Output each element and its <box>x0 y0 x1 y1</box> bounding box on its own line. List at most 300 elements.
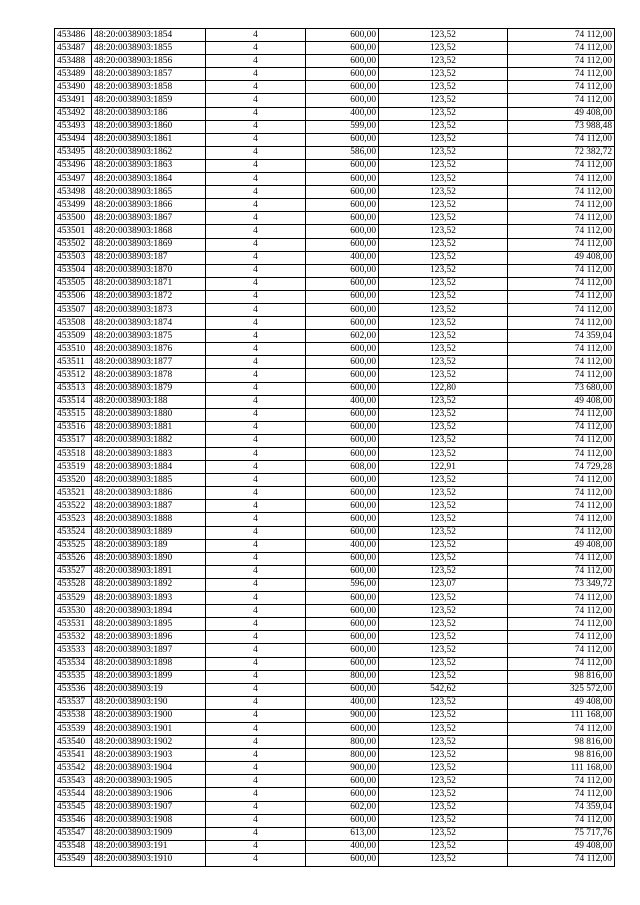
row-id-cell: 453496 <box>55 159 92 172</box>
area-cell: 600,00 <box>306 186 379 199</box>
category-cell: 4 <box>206 382 306 395</box>
cadastral-number-cell: 48:20:0038903:1866 <box>92 199 206 212</box>
cadastral-value-cell: 74 112,00 <box>508 644 615 657</box>
area-cell: 600,00 <box>306 644 379 657</box>
category-cell: 4 <box>206 186 306 199</box>
cadastral-value-cell: 74 112,00 <box>508 448 615 461</box>
cadastral-value-cell: 74 112,00 <box>508 317 615 330</box>
category-cell: 4 <box>206 840 306 853</box>
category-cell: 4 <box>206 173 306 186</box>
cadastral-number-cell: 48:20:0038903:1909 <box>92 827 206 840</box>
row-id-cell: 453503 <box>55 251 92 264</box>
cadastral-value-cell: 74 112,00 <box>508 277 615 290</box>
row-id-cell: 453501 <box>55 225 92 238</box>
cadastral-number-cell: 48:20:0038903:1884 <box>92 461 206 474</box>
specific-value-cell: 123,52 <box>379 644 508 657</box>
row-id-cell: 453504 <box>55 264 92 277</box>
specific-value-cell: 123,52 <box>379 434 508 447</box>
table-row <box>55 199 615 212</box>
table-row <box>55 303 615 316</box>
cadastral-value-cell: 74 112,00 <box>508 434 615 447</box>
specific-value-cell: 123,52 <box>379 814 508 827</box>
table-row <box>55 801 615 814</box>
category-cell: 4 <box>206 212 306 225</box>
table-row <box>55 552 615 565</box>
specific-value-cell: 123,52 <box>379 853 508 866</box>
specific-value-cell: 123,52 <box>379 120 508 133</box>
cadastral-value-cell: 74 112,00 <box>508 788 615 801</box>
category-cell: 4 <box>206 120 306 133</box>
row-id-cell: 453530 <box>55 605 92 618</box>
category-cell: 4 <box>206 526 306 539</box>
area-cell: 600,00 <box>306 853 379 866</box>
table-row <box>55 722 615 735</box>
table-row <box>55 55 615 68</box>
table-row <box>55 290 615 303</box>
cadastral-number-cell: 48:20:0038903:191 <box>92 840 206 853</box>
row-id-cell: 453509 <box>55 330 92 343</box>
area-cell: 600,00 <box>306 264 379 277</box>
row-id-cell: 453488 <box>55 55 92 68</box>
specific-value-cell: 123,52 <box>379 107 508 120</box>
area-cell: 900,00 <box>306 762 379 775</box>
area-cell: 600,00 <box>306 421 379 434</box>
cadastral-value-cell: 49 408,00 <box>508 539 615 552</box>
cadastral-value-cell: 74 112,00 <box>508 487 615 500</box>
category-cell: 4 <box>206 408 306 421</box>
specific-value-cell: 123,52 <box>379 762 508 775</box>
row-id-cell: 453498 <box>55 186 92 199</box>
category-cell: 4 <box>206 539 306 552</box>
cadastral-value-cell: 74 112,00 <box>508 474 615 487</box>
cadastral-number-cell: 48:20:0038903:1869 <box>92 238 206 251</box>
table-row <box>55 395 615 408</box>
specific-value-cell: 123,52 <box>379 29 508 42</box>
category-cell: 4 <box>206 605 306 618</box>
cadastral-number-cell: 48:20:0038903:1902 <box>92 736 206 749</box>
row-id-cell: 453510 <box>55 343 92 356</box>
area-cell: 600,00 <box>306 631 379 644</box>
table-row <box>55 382 615 395</box>
row-id-cell: 453511 <box>55 356 92 369</box>
category-cell: 4 <box>206 762 306 775</box>
row-id-cell: 453495 <box>55 146 92 159</box>
table-row <box>55 369 615 382</box>
specific-value-cell: 123,52 <box>379 159 508 172</box>
cadastral-value-cell: 72 382,72 <box>508 146 615 159</box>
specific-value-cell: 123,52 <box>379 133 508 146</box>
row-id-cell: 453520 <box>55 474 92 487</box>
row-id-cell: 453487 <box>55 42 92 55</box>
area-cell: 600,00 <box>306 133 379 146</box>
row-id-cell: 453541 <box>55 749 92 762</box>
specific-value-cell: 123,52 <box>379 500 508 513</box>
specific-value-cell: 123,52 <box>379 526 508 539</box>
row-id-cell: 453548 <box>55 840 92 853</box>
category-cell: 4 <box>206 55 306 68</box>
table-row <box>55 107 615 120</box>
specific-value-cell: 123,52 <box>379 670 508 683</box>
row-id-cell: 453533 <box>55 644 92 657</box>
cadastral-number-cell: 48:20:0038903:1872 <box>92 290 206 303</box>
area-cell: 600,00 <box>306 526 379 539</box>
table-row <box>55 526 615 539</box>
area-cell: 400,00 <box>306 539 379 552</box>
specific-value-cell: 123,52 <box>379 539 508 552</box>
specific-value-cell: 123,52 <box>379 631 508 644</box>
area-cell: 600,00 <box>306 55 379 68</box>
cadastral-value-cell: 74 359,04 <box>508 801 615 814</box>
specific-value-cell: 123,52 <box>379 330 508 343</box>
specific-value-cell: 123,52 <box>379 487 508 500</box>
cadastral-value-cell: 74 112,00 <box>508 303 615 316</box>
category-cell: 4 <box>206 369 306 382</box>
cadastral-value-cell: 74 729,28 <box>508 461 615 474</box>
cadastral-number-cell: 48:20:0038903:1868 <box>92 225 206 238</box>
table-row <box>55 186 615 199</box>
area-cell: 602,00 <box>306 330 379 343</box>
specific-value-cell: 123,52 <box>379 186 508 199</box>
cadastral-value-cell: 74 112,00 <box>508 421 615 434</box>
specific-value-cell: 123,52 <box>379 173 508 186</box>
table-row <box>55 618 615 631</box>
row-id-cell: 453489 <box>55 68 92 81</box>
cadastral-number-cell: 48:20:0038903:1895 <box>92 618 206 631</box>
area-cell: 600,00 <box>306 290 379 303</box>
cadastral-value-cell: 49 408,00 <box>508 251 615 264</box>
category-cell: 4 <box>206 474 306 487</box>
cadastral-number-cell: 48:20:0038903:1870 <box>92 264 206 277</box>
cadastral-value-cell: 49 408,00 <box>508 840 615 853</box>
cadastral-number-cell: 48:20:0038903:1887 <box>92 500 206 513</box>
category-cell: 4 <box>206 264 306 277</box>
table-row <box>55 81 615 94</box>
row-id-cell: 453545 <box>55 801 92 814</box>
specific-value-cell: 123,52 <box>379 801 508 814</box>
cadastral-number-cell: 48:20:0038903:189 <box>92 539 206 552</box>
specific-value-cell: 122,91 <box>379 461 508 474</box>
cadastral-value-cell: 325 572,00 <box>508 683 615 696</box>
specific-value-cell: 123,52 <box>379 709 508 722</box>
row-id-cell: 453539 <box>55 722 92 735</box>
category-cell: 4 <box>206 159 306 172</box>
area-cell: 600,00 <box>306 683 379 696</box>
specific-value-cell: 123,52 <box>379 81 508 94</box>
area-cell: 600,00 <box>306 225 379 238</box>
row-id-cell: 453492 <box>55 107 92 120</box>
cadastral-value-cell: 74 112,00 <box>508 212 615 225</box>
cadastral-value-cell: 74 112,00 <box>508 238 615 251</box>
category-cell: 4 <box>206 592 306 605</box>
cadastral-value-cell: 74 112,00 <box>508 853 615 866</box>
cadastral-value-cell: 111 168,00 <box>508 709 615 722</box>
category-cell: 4 <box>206 631 306 644</box>
specific-value-cell: 123,52 <box>379 146 508 159</box>
category-cell: 4 <box>206 657 306 670</box>
row-id-cell: 453527 <box>55 565 92 578</box>
category-cell: 4 <box>206 277 306 290</box>
cadastral-value-cell: 74 112,00 <box>508 814 615 827</box>
table-row <box>55 749 615 762</box>
area-cell: 596,00 <box>306 578 379 591</box>
table-row <box>55 762 615 775</box>
specific-value-cell: 122,80 <box>379 382 508 395</box>
table-row <box>55 225 615 238</box>
specific-value-cell: 123,52 <box>379 827 508 840</box>
category-cell: 4 <box>206 736 306 749</box>
cadastral-number-cell: 48:20:0038903:1875 <box>92 330 206 343</box>
row-id-cell: 453502 <box>55 238 92 251</box>
specific-value-cell: 123,52 <box>379 290 508 303</box>
area-cell: 400,00 <box>306 840 379 853</box>
table-row <box>55 173 615 186</box>
area-cell: 400,00 <box>306 395 379 408</box>
area-cell: 400,00 <box>306 107 379 120</box>
category-cell: 4 <box>206 146 306 159</box>
cadastral-value-cell: 74 112,00 <box>508 369 615 382</box>
cadastral-number-cell: 48:20:0038903:1905 <box>92 775 206 788</box>
row-id-cell: 453517 <box>55 434 92 447</box>
area-cell: 600,00 <box>306 814 379 827</box>
cadastral-number-cell: 48:20:0038903:1897 <box>92 644 206 657</box>
category-cell: 4 <box>206 29 306 42</box>
cadastral-value-cell: 74 112,00 <box>508 42 615 55</box>
cadastral-value-cell: 74 112,00 <box>508 408 615 421</box>
cadastral-number-cell: 48:20:0038903:1903 <box>92 749 206 762</box>
cadastral-value-cell: 98 816,00 <box>508 749 615 762</box>
cadastral-value-cell: 74 112,00 <box>508 657 615 670</box>
category-cell: 4 <box>206 696 306 709</box>
category-cell: 4 <box>206 238 306 251</box>
table-row <box>55 709 615 722</box>
cadastral-value-cell: 73 349,72 <box>508 578 615 591</box>
cadastral-number-cell: 48:20:0038903:1898 <box>92 657 206 670</box>
specific-value-cell: 123,52 <box>379 212 508 225</box>
specific-value-cell: 123,52 <box>379 840 508 853</box>
category-cell: 4 <box>206 827 306 840</box>
cadastral-value-cell: 74 112,00 <box>508 605 615 618</box>
table-row <box>55 120 615 133</box>
row-id-cell: 453537 <box>55 696 92 709</box>
specific-value-cell: 123,52 <box>379 395 508 408</box>
category-cell: 4 <box>206 395 306 408</box>
area-cell: 608,00 <box>306 461 379 474</box>
cadastral-value-cell: 74 112,00 <box>508 722 615 735</box>
category-cell: 4 <box>206 670 306 683</box>
category-cell: 4 <box>206 317 306 330</box>
table-row <box>55 513 615 526</box>
specific-value-cell: 123,52 <box>379 225 508 238</box>
row-id-cell: 453532 <box>55 631 92 644</box>
cadastral-value-table <box>54 28 615 867</box>
table-row <box>55 683 615 696</box>
row-id-cell: 453506 <box>55 290 92 303</box>
cadastral-value-cell: 74 112,00 <box>508 631 615 644</box>
category-cell: 4 <box>206 801 306 814</box>
row-id-cell: 453536 <box>55 683 92 696</box>
category-cell: 4 <box>206 513 306 526</box>
category-cell: 4 <box>206 749 306 762</box>
cadastral-number-cell: 48:20:0038903:19 <box>92 683 206 696</box>
table-row <box>55 251 615 264</box>
cadastral-value-cell: 98 816,00 <box>508 736 615 749</box>
area-cell: 600,00 <box>306 212 379 225</box>
area-cell: 400,00 <box>306 251 379 264</box>
category-cell: 4 <box>206 199 306 212</box>
table-row <box>55 840 615 853</box>
row-id-cell: 453546 <box>55 814 92 827</box>
row-id-cell: 453547 <box>55 827 92 840</box>
area-cell: 600,00 <box>306 448 379 461</box>
row-id-cell: 453531 <box>55 618 92 631</box>
row-id-cell: 453521 <box>55 487 92 500</box>
table-row <box>55 500 615 513</box>
category-cell: 4 <box>206 133 306 146</box>
category-cell: 4 <box>206 578 306 591</box>
specific-value-cell: 123,52 <box>379 356 508 369</box>
cadastral-number-cell: 48:20:0038903:1863 <box>92 159 206 172</box>
area-cell: 600,00 <box>306 565 379 578</box>
table-row <box>55 853 615 866</box>
cadastral-value-cell: 74 112,00 <box>508 68 615 81</box>
category-cell: 4 <box>206 644 306 657</box>
row-id-cell: 453500 <box>55 212 92 225</box>
cadastral-number-cell: 48:20:0038903:1893 <box>92 592 206 605</box>
category-cell: 4 <box>206 709 306 722</box>
row-id-cell: 453542 <box>55 762 92 775</box>
category-cell: 4 <box>206 343 306 356</box>
row-id-cell: 453486 <box>55 29 92 42</box>
table-row <box>55 814 615 827</box>
area-cell: 800,00 <box>306 749 379 762</box>
cadastral-number-cell: 48:20:0038903:186 <box>92 107 206 120</box>
cadastral-number-cell: 48:20:0038903:1876 <box>92 343 206 356</box>
category-cell: 4 <box>206 356 306 369</box>
cadastral-number-cell: 48:20:0038903:1899 <box>92 670 206 683</box>
cadastral-number-cell: 48:20:0038903:1855 <box>92 42 206 55</box>
table-row <box>55 461 615 474</box>
row-id-cell: 453513 <box>55 382 92 395</box>
row-id-cell: 453507 <box>55 303 92 316</box>
cadastral-value-cell: 74 112,00 <box>508 55 615 68</box>
row-id-cell: 453529 <box>55 592 92 605</box>
category-cell: 4 <box>206 461 306 474</box>
table-row <box>55 408 615 421</box>
row-id-cell: 453522 <box>55 500 92 513</box>
row-id-cell: 453491 <box>55 94 92 107</box>
cadastral-value-cell: 74 112,00 <box>508 552 615 565</box>
category-cell: 4 <box>206 814 306 827</box>
cadastral-value-cell: 74 112,00 <box>508 225 615 238</box>
row-id-cell: 453516 <box>55 421 92 434</box>
area-cell: 600,00 <box>306 317 379 330</box>
cadastral-number-cell: 48:20:0038903:1907 <box>92 801 206 814</box>
cadastral-number-cell: 48:20:0038903:190 <box>92 696 206 709</box>
cadastral-number-cell: 48:20:0038903:1891 <box>92 565 206 578</box>
table-row <box>55 605 615 618</box>
row-id-cell: 453528 <box>55 578 92 591</box>
row-id-cell: 453524 <box>55 526 92 539</box>
cadastral-value-cell: 98 816,00 <box>508 670 615 683</box>
cadastral-value-cell: 74 112,00 <box>508 264 615 277</box>
row-id-cell: 453505 <box>55 277 92 290</box>
specific-value-cell: 123,52 <box>379 605 508 618</box>
row-id-cell: 453514 <box>55 395 92 408</box>
table-row <box>55 264 615 277</box>
row-id-cell: 453494 <box>55 133 92 146</box>
cadastral-number-cell: 48:20:0038903:1860 <box>92 120 206 133</box>
specific-value-cell: 123,52 <box>379 408 508 421</box>
table-row <box>55 565 615 578</box>
area-cell: 600,00 <box>306 369 379 382</box>
cadastral-number-cell: 48:20:0038903:1865 <box>92 186 206 199</box>
area-cell: 600,00 <box>306 356 379 369</box>
cadastral-number-cell: 48:20:0038903:1861 <box>92 133 206 146</box>
table-row <box>55 592 615 605</box>
cadastral-value-cell: 74 112,00 <box>508 290 615 303</box>
category-cell: 4 <box>206 788 306 801</box>
area-cell: 800,00 <box>306 736 379 749</box>
specific-value-cell: 123,52 <box>379 474 508 487</box>
specific-value-cell: 123,52 <box>379 513 508 526</box>
row-id-cell: 453490 <box>55 81 92 94</box>
category-cell: 4 <box>206 94 306 107</box>
table-row <box>55 631 615 644</box>
category-cell: 4 <box>206 225 306 238</box>
specific-value-cell: 123,52 <box>379 775 508 788</box>
area-cell: 586,00 <box>306 146 379 159</box>
cadastral-value-cell: 74 112,00 <box>508 513 615 526</box>
cadastral-number-cell: 48:20:0038903:1889 <box>92 526 206 539</box>
area-cell: 600,00 <box>306 722 379 735</box>
specific-value-cell: 123,52 <box>379 448 508 461</box>
specific-value-cell: 123,52 <box>379 736 508 749</box>
area-cell: 602,00 <box>306 801 379 814</box>
table-row <box>55 238 615 251</box>
specific-value-cell: 123,52 <box>379 55 508 68</box>
cadastral-value-cell: 74 112,00 <box>508 81 615 94</box>
category-cell: 4 <box>206 618 306 631</box>
specific-value-cell: 123,52 <box>379 264 508 277</box>
table-row <box>55 68 615 81</box>
cadastral-number-cell: 48:20:0038903:1888 <box>92 513 206 526</box>
cadastral-number-cell: 48:20:0038903:1896 <box>92 631 206 644</box>
area-cell: 600,00 <box>306 434 379 447</box>
table-row <box>55 330 615 343</box>
area-cell: 613,00 <box>306 827 379 840</box>
cadastral-value-cell: 74 112,00 <box>508 173 615 186</box>
row-id-cell: 453497 <box>55 173 92 186</box>
area-cell: 600,00 <box>306 199 379 212</box>
cadastral-number-cell: 48:20:0038903:187 <box>92 251 206 264</box>
area-cell: 600,00 <box>306 29 379 42</box>
category-cell: 4 <box>206 722 306 735</box>
area-cell: 600,00 <box>306 68 379 81</box>
area-cell: 600,00 <box>306 94 379 107</box>
row-id-cell: 453544 <box>55 788 92 801</box>
cadastral-number-cell: 48:20:0038903:1859 <box>92 94 206 107</box>
area-cell: 600,00 <box>306 343 379 356</box>
area-cell: 600,00 <box>306 42 379 55</box>
area-cell: 600,00 <box>306 513 379 526</box>
cadastral-value-cell: 74 112,00 <box>508 565 615 578</box>
table-row <box>55 133 615 146</box>
category-cell: 4 <box>206 290 306 303</box>
cadastral-value-cell: 74 112,00 <box>508 133 615 146</box>
table-row <box>55 356 615 369</box>
row-id-cell: 453523 <box>55 513 92 526</box>
specific-value-cell: 123,52 <box>379 94 508 107</box>
